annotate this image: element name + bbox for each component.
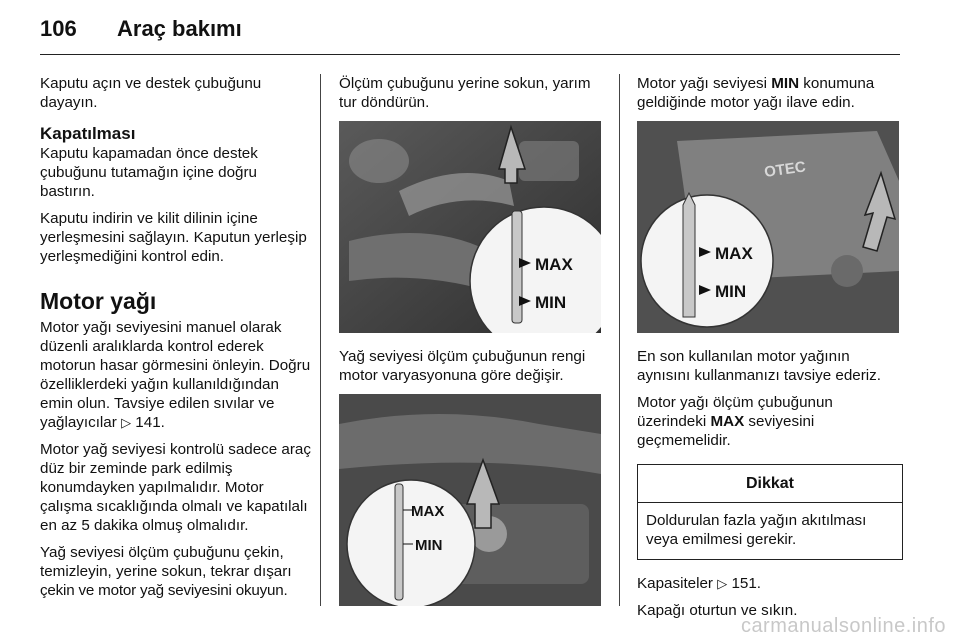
caution-notice-box xyxy=(637,464,903,560)
paragraph-insert-dipstick: Ölçüm çubuğunu yerine sokun, yarım tur döndürün. xyxy=(339,75,591,111)
min-label-3: MIN xyxy=(715,282,747,301)
column-divider-2 xyxy=(619,74,620,606)
page-number: 106 xyxy=(40,16,77,41)
max-label-3: MAX xyxy=(715,244,753,263)
dipstick-icon-3 xyxy=(683,193,695,317)
paragraph-add-oil-text-b: konumuna geldiğinde motor yağı ilave edin. xyxy=(637,75,875,111)
dipstick-procedure-line-1: Yağ seviyesi ölçüm çubuğunu çekin, xyxy=(40,544,284,561)
page-reference-arrow-icon-2: ▷ xyxy=(717,576,728,591)
dipstick-icon-2 xyxy=(395,484,403,600)
paragraph-dipstick-color: Yağ seviyesi ölçüm çubuğunun rengi motor varyasyonuna göre değişir. xyxy=(339,348,586,384)
paragraph-max-level-text-a: Motor yağı ölçüm çubuğunun üzerindeki xyxy=(637,394,833,430)
max-label: MAX xyxy=(535,255,573,274)
column-left xyxy=(40,74,315,608)
paragraph-max-level-text-b: seviyesini geçmemelidir. xyxy=(637,413,815,449)
paragraph-oil-intro: Motor yağı seviyesini manuel olarak düzenli aralıklarda kontrol ederek motorun hasar görmesini önleyin. Doğru özelliklerdeki yağın kullanıldığından emin olun. Tavsiye edilen sıvılar ve yağlayıcılar ▷ 141. xyxy=(40,319,311,431)
paragraph-oil-intro-text: Motor yağı seviyesini manuel olarak düzenli aralıklarda kontrol ederek motorun hasar görmesini önleyin. Doğru özelliklerdeki yağın kullanıldığından emin olun. Tavsiye edilen sıvılar ve yağlayıcılar xyxy=(40,319,311,431)
column-divider-1 xyxy=(320,74,321,606)
paragraph-dipstick-procedure xyxy=(40,543,315,600)
dipstick-detail-circle-2 xyxy=(347,480,475,606)
min-label: MIN xyxy=(535,293,567,312)
paragraph-lock-hood: Kaputu indirin ve kilit dilinin içine yerleşmesini sağlayın. Kaputun yerleşip yerleşmediğini kontrol edin. xyxy=(40,210,307,265)
max-keyword: MAX xyxy=(710,413,745,430)
min-label-2: MIN xyxy=(415,537,443,554)
figure-oil-level-min xyxy=(637,121,899,333)
dipstick-procedure-line-3: çekin ve motor yağ seviyesini okuyun. xyxy=(40,582,288,599)
watermark: carmanualsonline.info xyxy=(740,615,946,637)
page-reference-number[interactable]: 141 xyxy=(135,414,161,431)
paragraph-oil-check-conditions: Motor yağ seviyesi kontrolü sadece araç düz bir zeminde park edilmiş konumdayken yapılmalıdır. Motor çalışma sıcaklığında olmalı ve kapatılalı en az 5 dakika olmuş olmalıdır. xyxy=(40,441,311,534)
paragraph-same-oil: En son kullanılan motor yağının aynısını kullanmanızı tavsiye ederiz. xyxy=(637,348,881,384)
paragraph-tighten-cap: Kapağı oturtun ve sıkın. xyxy=(637,602,798,619)
engine-cover-label: OTEC xyxy=(763,158,807,181)
caution-title: Dikkat xyxy=(638,465,902,503)
min-keyword: MIN xyxy=(771,75,800,92)
dipstick-detail-circle-3 xyxy=(641,195,773,327)
page-title: Araç bakımı xyxy=(117,16,242,41)
header-divider xyxy=(40,54,900,55)
page-reference-arrow-icon: ▷ xyxy=(121,415,132,430)
column-middle xyxy=(339,74,607,620)
page-reference-number-2[interactable]: 151 xyxy=(731,575,757,592)
figure-dipstick-insert xyxy=(339,121,601,333)
column-right xyxy=(637,74,905,628)
paragraph-max-level xyxy=(637,393,905,450)
dipstick-procedure-line-2: temizleyin, yerine sokun, tekrar dışarı xyxy=(40,563,292,580)
paragraph-add-oil xyxy=(637,74,905,112)
max-label-2: MAX xyxy=(411,503,445,520)
paragraph-capacities-text: Kapasiteler xyxy=(637,575,713,592)
figure-dipstick-location xyxy=(339,394,601,606)
paragraph-open-hood: Kaputu açın ve destek çubuğunu dayayın. xyxy=(40,75,262,111)
paragraph-capacities: Kapasiteler ▷ 151. xyxy=(637,575,762,592)
paragraph-close-hood: Kaputu kapamadan önce destek çubuğunu tutamağın içine doğru bastırın. xyxy=(40,145,258,200)
heading-closing: Kapatılması xyxy=(40,124,136,143)
paragraph-add-oil-text-a: Motor yağı seviyesi xyxy=(637,75,772,92)
caution-body: Doldurulan fazla yağın akıtılması veya emilmesi gerekir. xyxy=(646,512,867,548)
heading-engine-oil: Motor yağı xyxy=(40,288,157,314)
